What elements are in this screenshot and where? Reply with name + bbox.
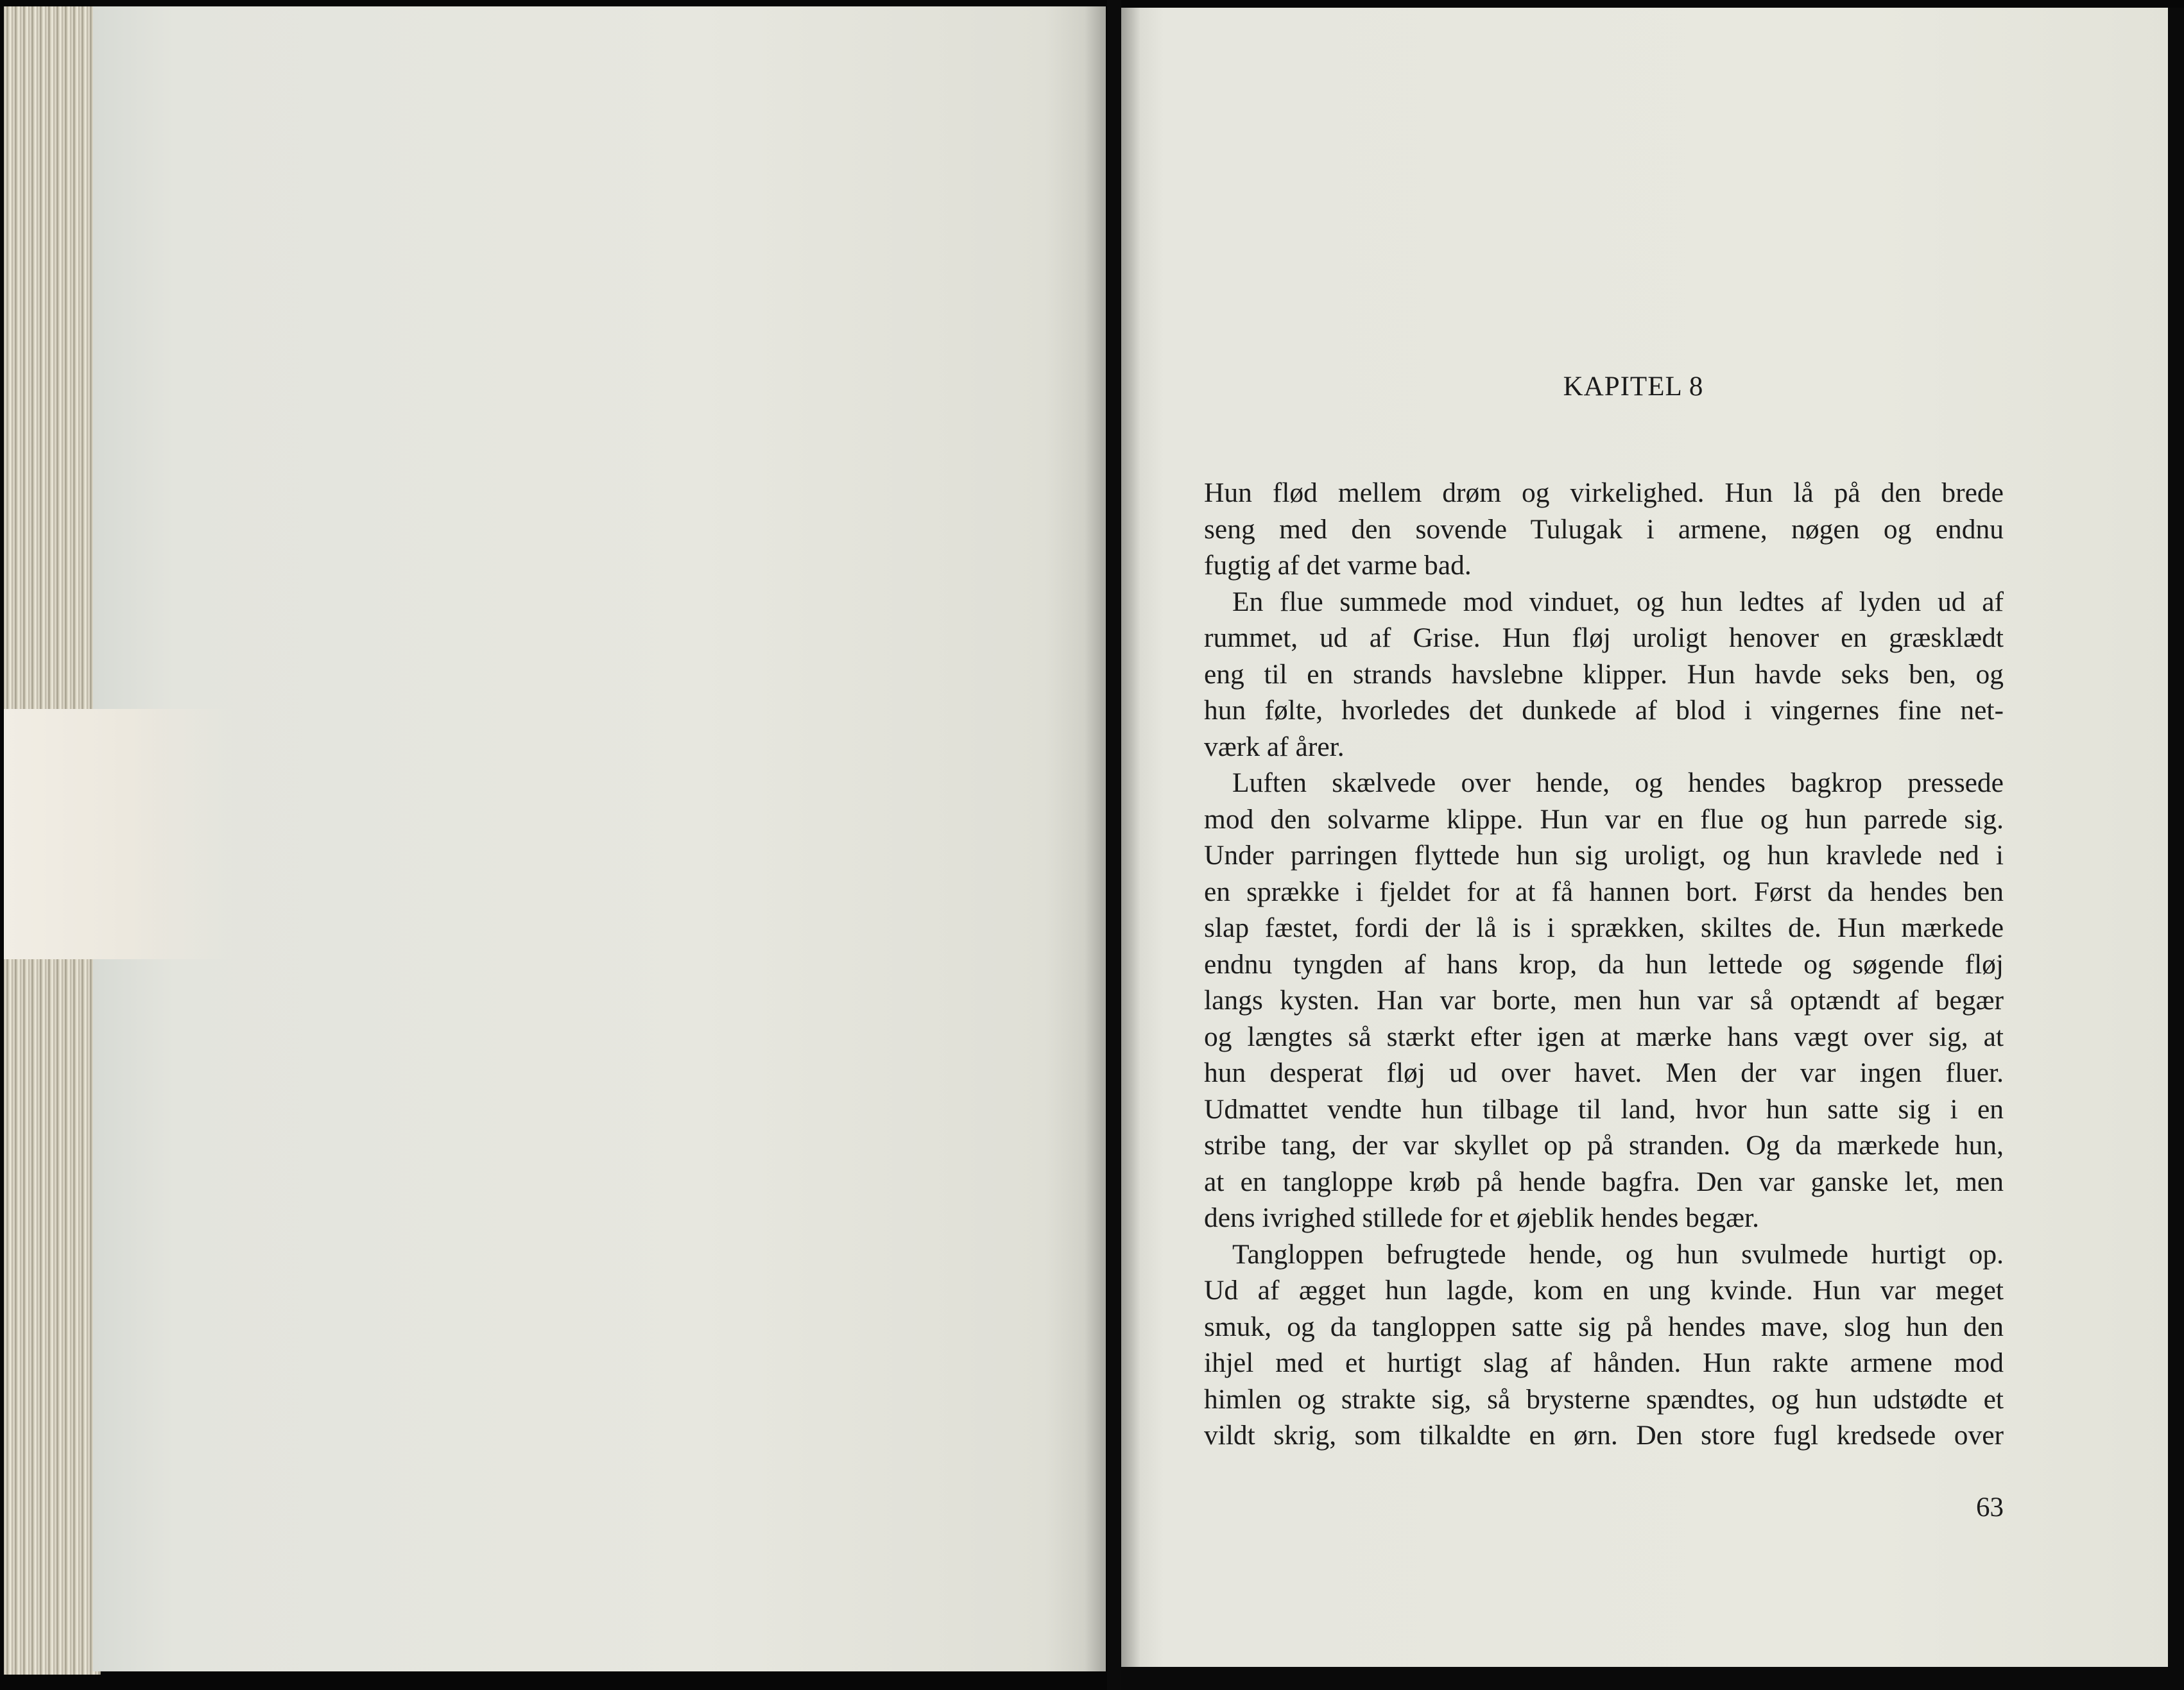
text-line: Hun flød mellem drøm og virkelighed. Hun lå på den brede [1204, 477, 2004, 508]
text-line: Tangloppen befrugtede hende, og hun svulmede hurtigt op. [1232, 1238, 2004, 1270]
text-line: vildt skrig, som tilkaldte en ørn. Den store fugl kredsede over [1204, 1420, 2004, 1451]
text-line: mod den solvarme klippe. Hun var en flue og hun parrede sig. [1204, 803, 2004, 835]
text-line: dens ivrighed stillede for et øjeblik hendes begær. [1204, 1202, 1759, 1233]
text-line: Ud af ægget hun lagde, kom en ung kvinde. Hun var meget [1204, 1275, 2004, 1306]
text-line: slap fæstet, fordi der lå is i sprækken, skiltes de. Hun mærkede [1204, 912, 2004, 943]
text-line: og længtes så stærkt efter igen at mærke hans vægt over sig, at [1204, 1021, 2004, 1052]
text-line: at en tangloppe krøb på hende bagfra. Den var ganske let, men [1204, 1166, 2004, 1197]
text-line: fugtig af det varme bad. [1204, 550, 1472, 581]
body-text [1204, 475, 2004, 1454]
page-number: 63 [1976, 1492, 2004, 1523]
text-line: stribe tang, der var skyllet op på stranden. Og da mærkede hun, [1204, 1130, 2004, 1161]
text-line: hun følte, hvorledes det dunkede af blod i vingernes fine net- [1204, 695, 2004, 726]
page-edge-highlight [4, 709, 235, 959]
text-line: seng med den sovende Tulugak i armene, nøgen og endnu [1204, 513, 2004, 545]
text-line: endnu tyngden af hans krop, da hun lettede og søgende fløj [1204, 948, 2004, 980]
text-line: smuk, og da tangloppen satte sig på hendes mave, slog hun den [1204, 1311, 2004, 1342]
left-page-blank [93, 6, 1106, 1671]
text-line: ihjel med et hurtigt slag af hånden. Hun rakte armene mod [1204, 1347, 2004, 1378]
right-border [2168, 8, 2184, 1675]
text-line: rummet, ud af Grise. Hun fløj uroligt henover en græsklædt [1204, 622, 2004, 653]
gutter-shadow-left [1085, 6, 1107, 1671]
text-line: Luften skælvede over hende, og hendes bagkrop pressede [1232, 767, 2004, 798]
text-line: Under parringen flyttede hun sig uroligt, og hun kravlede ned i [1204, 840, 2004, 871]
gutter-shadow-right [1121, 8, 1140, 1675]
text-line: langs kysten. Han var borte, men hun var så optændt af begær [1204, 985, 2004, 1016]
text-line: Udmattet vendte hun tilbage til land, hvor hun satte sig i en [1204, 1093, 2004, 1125]
chapter-title: KAPITEL 8 [1563, 371, 1704, 402]
bottom-border [1121, 1667, 2184, 1690]
text-line: eng til en strands havslebne klipper. Hun havde seks ben, og [1204, 658, 2004, 690]
text-line: en sprække i fjeldet for at få hannen bort. Først da hendes ben [1204, 876, 2004, 907]
book-gutter [1107, 0, 1121, 1690]
text-line: En flue summede mod vinduet, og hun ledtes af lyden ud af [1232, 586, 2004, 617]
text-line: værk af årer. [1204, 731, 1345, 762]
text-line: hun desperat fløj ud over havet. Men der var ingen fluer. [1204, 1057, 2004, 1088]
text-line: himlen og strakte sig, så brysterne spændtes, og hun udstødte et [1204, 1383, 2004, 1415]
